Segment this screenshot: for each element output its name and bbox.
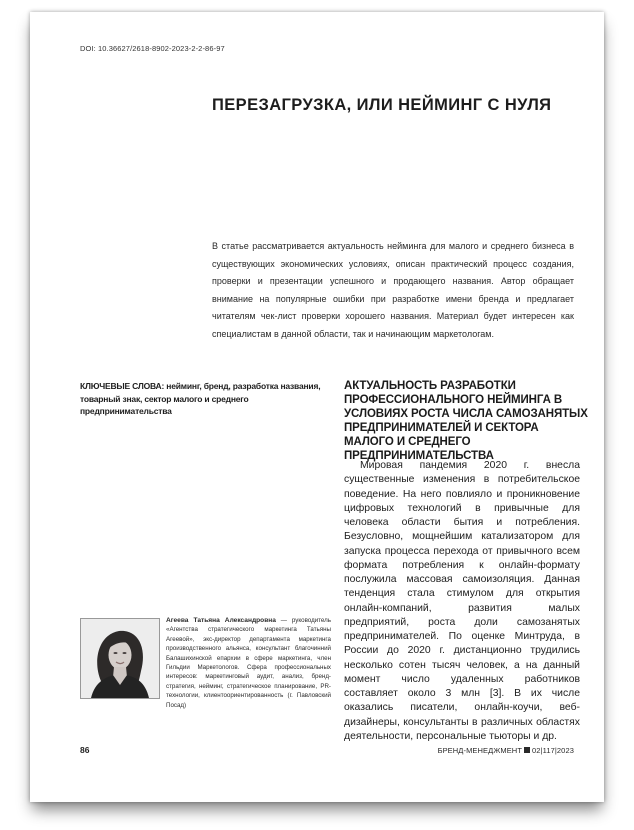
section-heading: АКТУАЛЬНОСТЬ РАЗРАБОТКИ ПРОФЕССИОНАЛЬНОГО НЕЙМИНГА В УСЛОВИЯХ РОСТА ЧИСЛА САМОЗАНЯТЫХ ПРЕДПРИНИМАТЕЛЕЙ И СЕКТОРА МАЛОГО И СРЕДНЕГО ПРЕДПРИНИМАТЕЛЬСТВА	[344, 380, 588, 462]
journal-name: БРЕНД-МЕНЕДЖМЕНТ	[437, 746, 523, 755]
square-bullet-icon	[524, 747, 530, 753]
article-title: ПЕРЕЗАГРУЗКА, ИЛИ НЕЙМИНГ С НУЛЯ	[212, 96, 552, 114]
author-name: Агеева Татьяна Александровна	[166, 617, 276, 624]
author-photo	[80, 618, 160, 699]
journal-footer	[438, 746, 574, 755]
article-abstract: В статье рассматривается актуальность нейминга для малого и среднего бизнеса в существующих экономических условиях, описан практический процесс создания, проверки и презентации успешного и продающего названия. Автор обращает внимание на популярные ошибки при разработке имени бренда и предлагает читателям чек-лист проверки хорошего названия. Материал будет интересен как специалистам в данной области, так и начинающим маркетологам.	[212, 241, 574, 339]
body-text	[344, 459, 580, 744]
page-number: 86	[80, 745, 90, 755]
author-description: — руководитель «Агентства стратегического маркетинга Татьяны Агеевой», экс-директор департамента маркетинга производственного альянса, консультант благочинний Балашихинской епархии в сфере маркетинга, член Гильдии Маркетологов. Сфера профессиональных интересов: маркетинговый аудит, анализ, бренд-стратегия, нейминг, стратегическое планирование, PR-технологии, клиентоориентированность (г. Павловский Посад)	[166, 617, 331, 709]
journal-issue: 02|117|2023	[532, 746, 574, 755]
keywords: КЛЮЧЕВЫЕ СЛОВА: нейминг, бренд, разработка названия, товарный знак, сектор малого и среднего предпринимательства	[80, 381, 321, 416]
author-portrait-icon	[81, 619, 159, 698]
journal-page	[30, 12, 604, 802]
author-bio	[166, 616, 331, 710]
doi-line: DOI: 10.36627/2618-8902-2023-2-2-86-97	[80, 44, 225, 53]
body-paragraph: Мировая пандемия 2020 г. внесла существенные изменения в потребительское поведение. На него повлияло и проникновение цифровых технологий в привычные для человека области бытия и потребления. Безусловно, мощнейшим катализатором для запуска процесса перехода от привычного всем формата потребления к онлайн-формату послужила массовая самоизоляция. Данная тенденция стала стимулом для открытия онлайн-компаний, развития малых предприятий, роста доли самозанятых предпринимателей. По оценке Минтруда, в России до 2020 г. дистанционно трудились несколько сотен тысяч человек, а на данный момент число удаленных работников составляет около 3 млн [3]. В их числе оказались писатели, онлайн-коучи, веб-дизайнеры, консультанты в различных областях деятельности, персональные тьюторы и др.	[344, 460, 580, 742]
